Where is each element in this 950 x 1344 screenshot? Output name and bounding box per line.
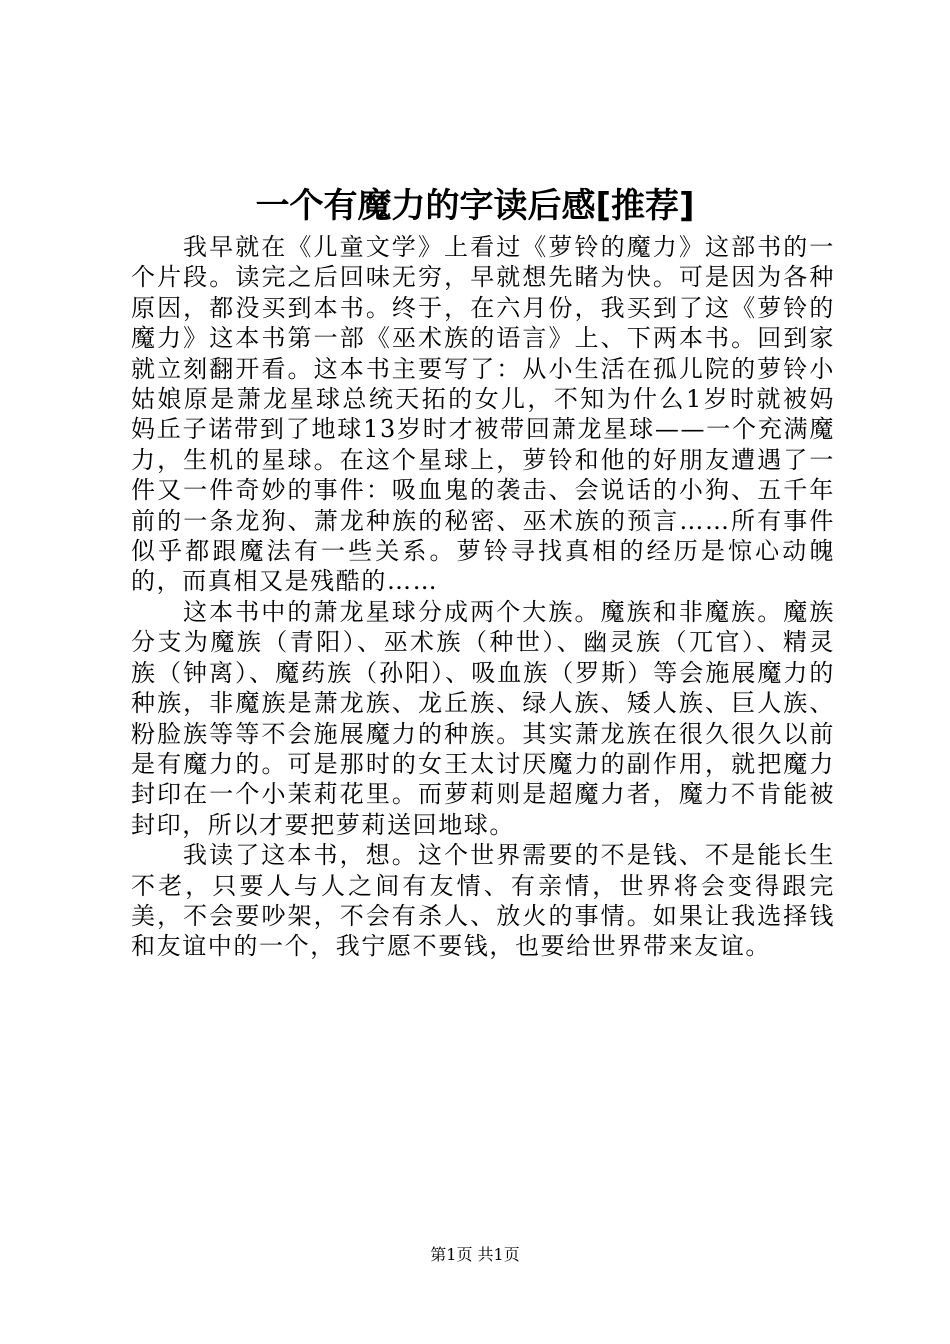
document-body xyxy=(131,232,835,962)
paragraph: 我早就在《儿童文学》上看过《萝铃的魔力》这部书的一个片段。读完之后回味无穷，早就想先睹为快。可是因为各种原因，都没买到本书。终于，在六月份，我买到了这《萝铃的魔力》这本书第一部《巫术族的语言》上、下两本书。回到家就立刻翻开看。这本书主要写了：从小生活在孤儿院的萝铃小姑娘原是萧龙星球总统天拓的女儿，不知为什么1岁时就被妈妈丘子诺带到了地球13岁时才被带回萧龙星球——一个充满魔力，生机的星球。在这个星球上，萝铃和他的好朋友遭遇了一件又一件奇妙的事件：吸血鬼的袭击、会说话的小狗、五千年前的一条龙狗、萧龙种族的秘密、巫术族的预言……所有事件似乎都跟魔法有一些关系。萝铃寻找真相的经历是惊心动魄的，而真相又是残酷的…… xyxy=(131,233,835,596)
page-number-footer: 第1页 共1页 xyxy=(430,1245,520,1264)
paragraph: 我读了这本书，想。这个世界需要的不是钱、不是能长生不老，只要人与人之间有友情、有亲情，世界将会变得跟完美，不会要吵架，不会有杀人、放火的事情。如果让我选择钱和友谊中的一个，我宁愿不要钱，也要给世界带来友谊。 xyxy=(131,841,835,961)
page-title: 一个有魔力的字读后感[推荐] xyxy=(255,186,695,226)
paragraph: 这本书中的萧龙星球分成两个大族。魔族和非魔族。魔族分支为魔族（青阳）、巫术族（种世）、幽灵族（兀官）、精灵族（钟离）、魔药族（孙阳）、吸血族（罗斯）等会施展魔力的种族，非魔族是萧龙族、龙丘族、绿人族、矮人族、巨人族、粉脸族等等不会施展魔力的种族。其实萧龙族在很久很久以前是有魔力的。可是那时的女王太讨厌魔力的副作用，就把魔力封印在一个小茉莉花里。而萝莉则是超魔力者，魔力不肯能被封印，所以才要把萝莉送回地球。 xyxy=(131,597,835,839)
